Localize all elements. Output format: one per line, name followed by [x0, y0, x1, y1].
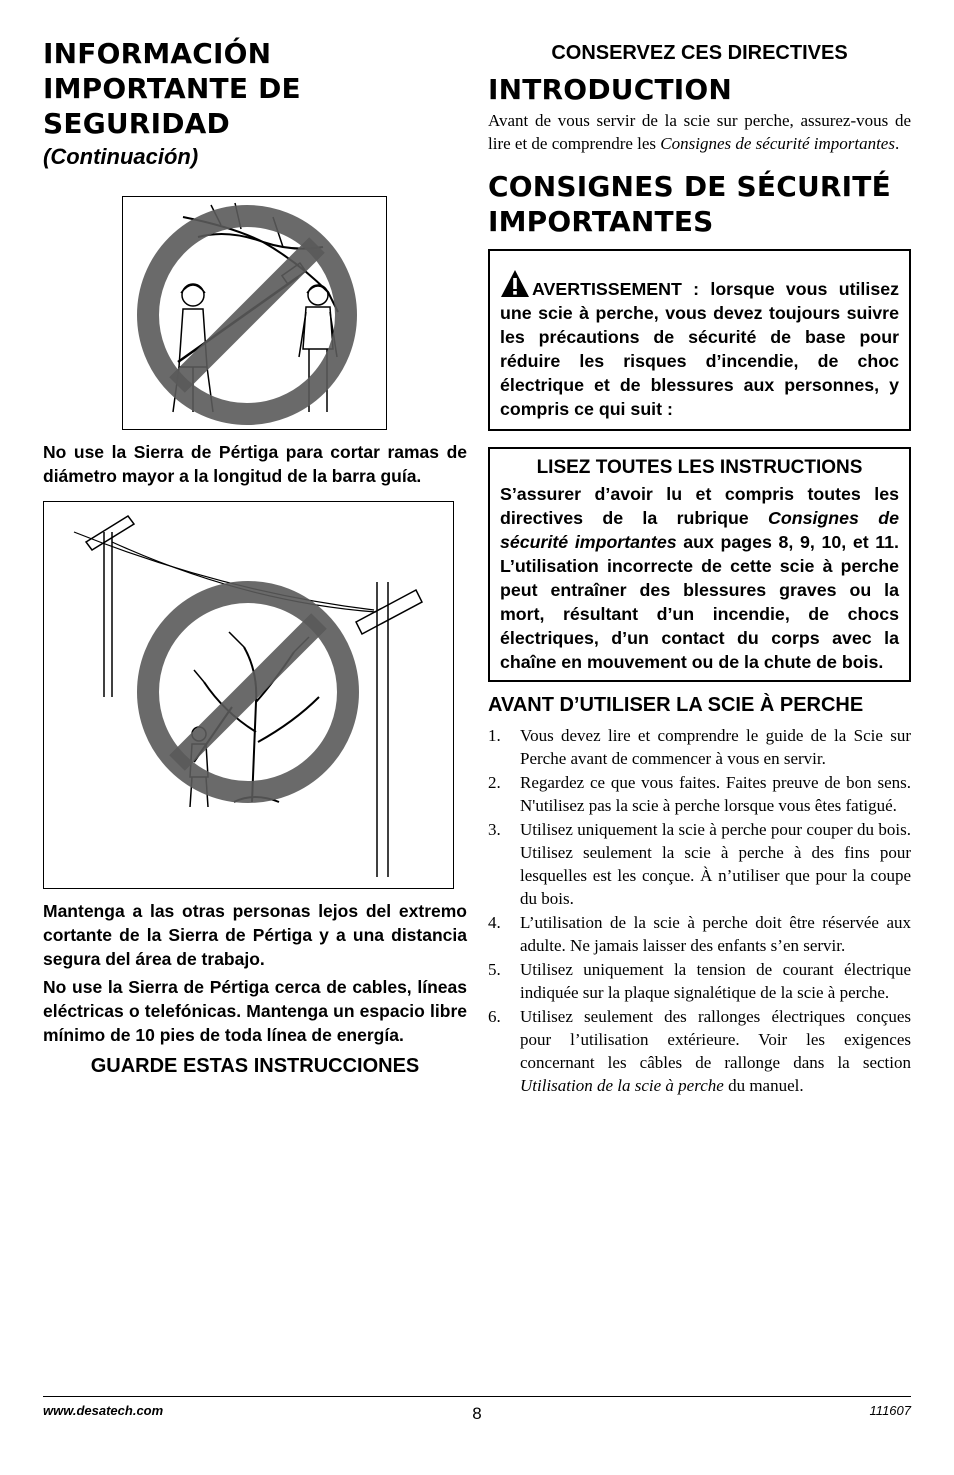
- footer-website: www.desatech.com: [43, 1403, 164, 1418]
- consignes-title: [488, 169, 911, 239]
- left-column: [43, 36, 467, 1079]
- introduction-title: INTRODUCTION: [488, 73, 732, 106]
- caption-keep-distance: Mantenga a las otras personas lejos del extremo cortante de la Sierra de Pértiga y a una distancia segura del área de trabajo.: [43, 901, 467, 969]
- avant-title: AVANT D’UTILISER LA SCIE À PERCHE: [488, 694, 864, 716]
- illustration-no-large-branch: [122, 196, 387, 430]
- intro-text-a: Avant de vous servir de la scie sur perche, assurez-vous de lire et de comprendre les: [488, 111, 911, 153]
- list-item-text-italic: Utilisation de la scie à perche: [520, 1076, 724, 1095]
- list-item: [488, 1005, 911, 1097]
- lisez-text: [500, 482, 899, 674]
- list-item-text-b: du manuel.: [723, 1076, 804, 1095]
- left-title-line-3: SEGURIDAD: [43, 107, 230, 140]
- list-item-number: 4.: [488, 913, 501, 932]
- warning-box: [488, 249, 911, 431]
- conservez-directives: CONSERVEZ CES DIRECTIVES: [551, 42, 848, 64]
- illustration-no-power-lines: [43, 501, 454, 889]
- list-item-number: 5.: [488, 960, 501, 979]
- document-code: 111607: [869, 1403, 911, 1418]
- footer-divider: [43, 1396, 911, 1397]
- introduction-text: [488, 109, 911, 155]
- list-item-number: 1.: [488, 726, 501, 745]
- list-item-number: 3.: [488, 820, 501, 839]
- list-item-text-a: Utilisez seulement des rallonges électriques conçues pour l’utilisation extérieure. Voir les exigences concernant les câbles de rallonge dans la section: [520, 1007, 911, 1072]
- intro-text-b: .: [894, 134, 900, 153]
- lisez-text-italic: Consignes de sécurité importantes: [500, 508, 900, 552]
- list-item-text: Utilisez uniquement la scie à perche pour couper du bois. Utilisez seulement la scie à perche à des fins pour lesquelles est les conçue. À n’utiliser que pour la coupe du bois.: [520, 820, 911, 908]
- left-subtitle: (Continuación): [43, 144, 199, 169]
- lisez-box: [488, 447, 911, 682]
- list-item: [488, 771, 911, 817]
- list-item: [488, 958, 911, 1004]
- caption-large-branch: No use la Sierra de Pértiga para cortar ramas de diámetro mayor a la longitud de la barra guía.: [43, 442, 467, 486]
- lisez-title: LISEZ TOUTES LES INSTRUCTIONS: [536, 457, 863, 478]
- list-item-number: 6.: [488, 1007, 501, 1026]
- list-item-text: L’utilisation de la scie à perche doit être réservée aux adulte. Ne jamais laisser des enfants s’en servir.: [520, 913, 911, 955]
- left-title-line-2: IMPORTANTE DE: [43, 72, 301, 105]
- warning-text: AVERTISSEMENT : lorsque vous utilisez une scie à perche, vous devez toujours suivre les précautions de sécurité de base pour réduire les risques d’incendie, de choc électrique et de blessures aux personnes, y compris ce qui suit :: [500, 279, 899, 419]
- precautions-list: [488, 724, 911, 1097]
- list-item-text: Vous devez lire et comprendre le guide de la Scie sur Perche avant de commencer à vous en servir.: [520, 726, 911, 768]
- list-item-text: Regardez ce que vous faites. Faites preuve de bon sens. N'utilisez pas la scie à perche lorsque vous êtes fatigué.: [520, 773, 911, 815]
- left-title-line-1: INFORMACIÓN: [43, 37, 272, 70]
- intro-text-italic: Consignes de sécurité importantes: [660, 134, 895, 153]
- page-number: 8: [472, 1404, 482, 1423]
- list-item-text: Utilisez uniquement la tension de courant électrique indiquée sur la plaque signalétique de la scie à perche.: [520, 960, 911, 1002]
- guarde-instrucciones: GUARDE ESTAS INSTRUCCIONES: [90, 1055, 420, 1077]
- consignes-title-line-2: IMPORTANTES: [488, 205, 714, 238]
- warning-triangle-icon: [500, 269, 530, 299]
- lisez-text-b: aux pages 8, 9, 10, et 11. L’utilisation incorrecte de cette scie à perche peut entraîner des blessures graves ou la mort, résultant d’un incendie, de chocs électriques, d’un contact du corps avec la chaîne en mouvement ou de la chute de bois.: [500, 532, 899, 672]
- left-title: [43, 36, 467, 141]
- list-item: [488, 911, 911, 957]
- list-item: [488, 724, 911, 770]
- right-column: [488, 40, 911, 1098]
- list-item: [488, 818, 911, 910]
- consignes-title-line-1: CONSIGNES DE SÉCURITÉ: [488, 170, 891, 203]
- list-item-number: 2.: [488, 773, 501, 792]
- lisez-text-a: S’assurer d’avoir lu et compris toutes les directives de la rubrique: [500, 484, 899, 528]
- caption-power-lines: No use la Sierra de Pértiga cerca de cables, líneas eléctricas o telefónicas. Mantenga un espacio libre mínimo de 10 pies de toda línea de energía.: [43, 977, 467, 1045]
